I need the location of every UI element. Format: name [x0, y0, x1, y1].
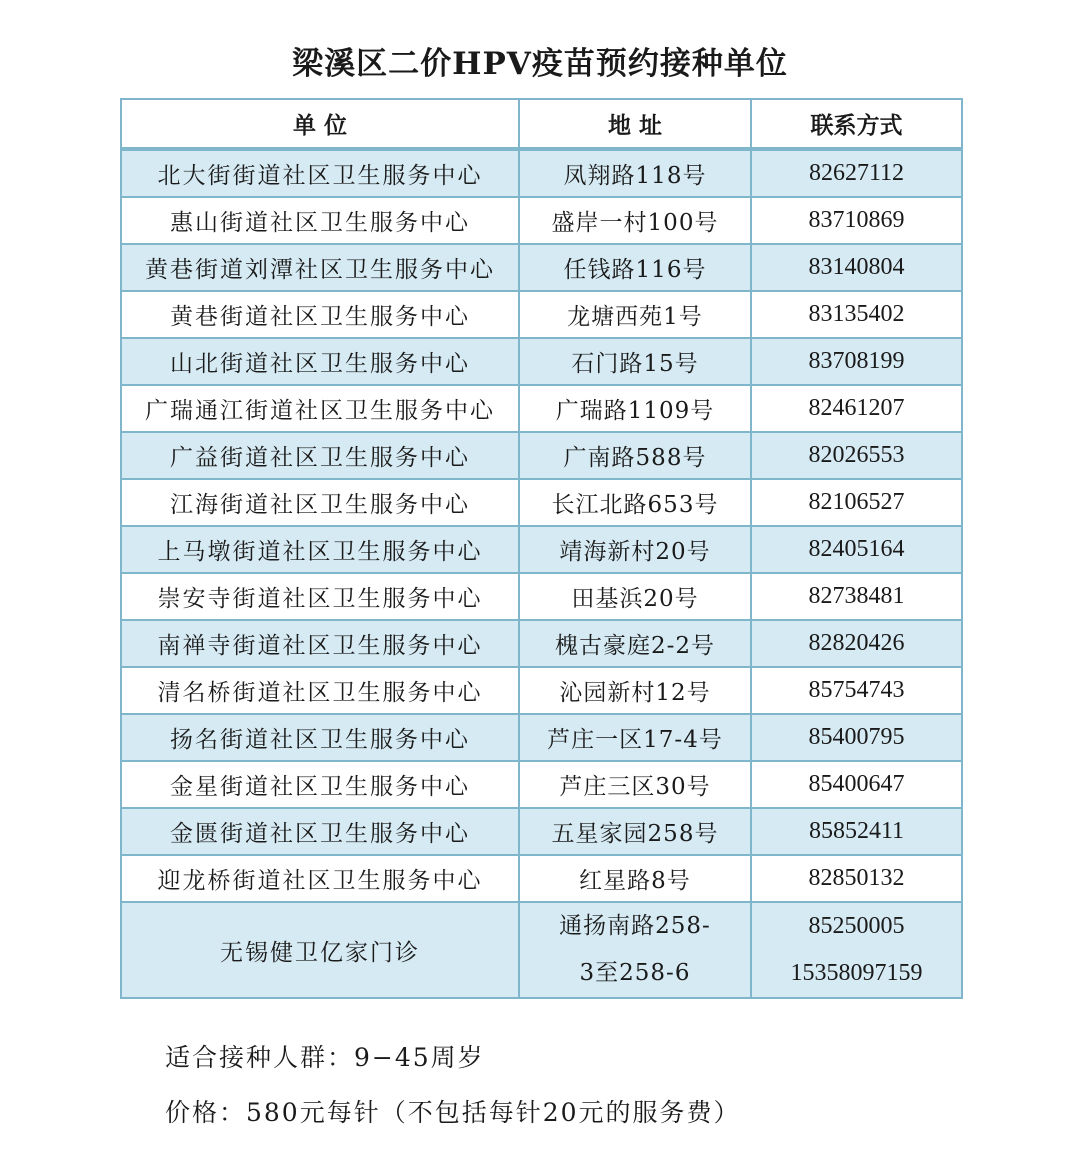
address-cell: 沁园新村12号 [519, 667, 751, 714]
table-row [121, 808, 962, 855]
unit-cell: 上马墩街道社区卫生服务中心 [121, 526, 519, 573]
phone-cell: 82850132 [751, 855, 962, 902]
address-line-1: 通扬南路258- [559, 913, 711, 939]
address-cell: 广南路588号 [519, 432, 751, 479]
phone-cell: 83710869 [751, 197, 962, 244]
table-row [121, 526, 962, 573]
table-row [121, 714, 962, 761]
table-row [121, 385, 962, 432]
unit-cell: 广益街道社区卫生服务中心 [121, 432, 519, 479]
phone-cell [751, 902, 962, 998]
vaccination-units-table [120, 98, 963, 999]
address-cell: 芦庄三区30号 [519, 761, 751, 808]
phone-cell: 82627112 [751, 149, 962, 197]
unit-cell: 北大街街道社区卫生服务中心 [121, 149, 519, 197]
table-row [121, 667, 962, 714]
page-title: 梁溪区二价HPV疫苗预约接种单位 [292, 46, 788, 82]
address-cell [519, 902, 751, 998]
address-cell: 石门路15号 [519, 338, 751, 385]
header-unit: 单 位 [121, 99, 519, 149]
table-row [121, 620, 962, 667]
phone-cell: 85754743 [751, 667, 962, 714]
phone-line-2: 15358097159 [790, 960, 923, 986]
address-cell: 槐古豪庭2-2号 [519, 620, 751, 667]
price-note: 价格：580元每针（不包括每针20元的服务费） [165, 1098, 741, 1127]
unit-cell: 清名桥街道社区卫生服务中心 [121, 667, 519, 714]
address-cell: 任钱路116号 [519, 244, 751, 291]
phone-cell: 85852411 [751, 808, 962, 855]
phone-cell: 83140804 [751, 244, 962, 291]
unit-cell: 惠山街道社区卫生服务中心 [121, 197, 519, 244]
address-cell: 长江北路653号 [519, 479, 751, 526]
table-row [121, 291, 962, 338]
unit-cell: 山北街道社区卫生服务中心 [121, 338, 519, 385]
table-row-last [121, 902, 962, 998]
phone-cell: 82405164 [751, 526, 962, 573]
table-row [121, 197, 962, 244]
address-cell: 红星路8号 [519, 855, 751, 902]
phone-cell: 83708199 [751, 338, 962, 385]
address-line-2: 3至258-6 [579, 960, 691, 986]
phone-cell: 85400647 [751, 761, 962, 808]
phone-line-1: 85250005 [808, 913, 905, 939]
unit-cell: 无锡健卫亿家门诊 [121, 902, 519, 998]
header-phone: 联系方式 [751, 99, 962, 149]
phone-cell: 82738481 [751, 573, 962, 620]
table-row [121, 149, 962, 197]
phone-cell: 83135402 [751, 291, 962, 338]
unit-cell: 迎龙桥街道社区卫生服务中心 [121, 855, 519, 902]
eligible-age-note: 适合接种人群：9−45周岁 [165, 1043, 485, 1072]
table-row [121, 761, 962, 808]
phone-cell: 82461207 [751, 385, 962, 432]
unit-cell: 金星街道社区卫生服务中心 [121, 761, 519, 808]
unit-cell: 金匮街道社区卫生服务中心 [121, 808, 519, 855]
address-cell: 盛岸一村100号 [519, 197, 751, 244]
table-row [121, 338, 962, 385]
header-address: 地 址 [519, 99, 751, 149]
address-cell: 龙塘西苑1号 [519, 291, 751, 338]
unit-cell: 崇安寺街道社区卫生服务中心 [121, 573, 519, 620]
address-cell: 广瑞路1109号 [519, 385, 751, 432]
address-cell: 芦庄一区17-4号 [519, 714, 751, 761]
phone-cell: 82026553 [751, 432, 962, 479]
phone-cell: 82820426 [751, 620, 962, 667]
table-row [121, 479, 962, 526]
address-cell: 田基浜20号 [519, 573, 751, 620]
address-cell: 凤翔路118号 [519, 149, 751, 197]
address-cell: 靖海新村20号 [519, 526, 751, 573]
unit-cell: 广瑞通江街道社区卫生服务中心 [121, 385, 519, 432]
unit-cell: 江海街道社区卫生服务中心 [121, 479, 519, 526]
phone-cell: 82106527 [751, 479, 962, 526]
unit-cell: 南禅寺街道社区卫生服务中心 [121, 620, 519, 667]
unit-cell: 扬名街道社区卫生服务中心 [121, 714, 519, 761]
phone-cell: 85400795 [751, 714, 962, 761]
table-row [121, 573, 962, 620]
table-header-row [121, 99, 962, 149]
table-row [121, 855, 962, 902]
unit-cell: 黄巷街道社区卫生服务中心 [121, 291, 519, 338]
address-cell: 五星家园258号 [519, 808, 751, 855]
table-row [121, 244, 962, 291]
table-row [121, 432, 962, 479]
unit-cell: 黄巷街道刘潭社区卫生服务中心 [121, 244, 519, 291]
